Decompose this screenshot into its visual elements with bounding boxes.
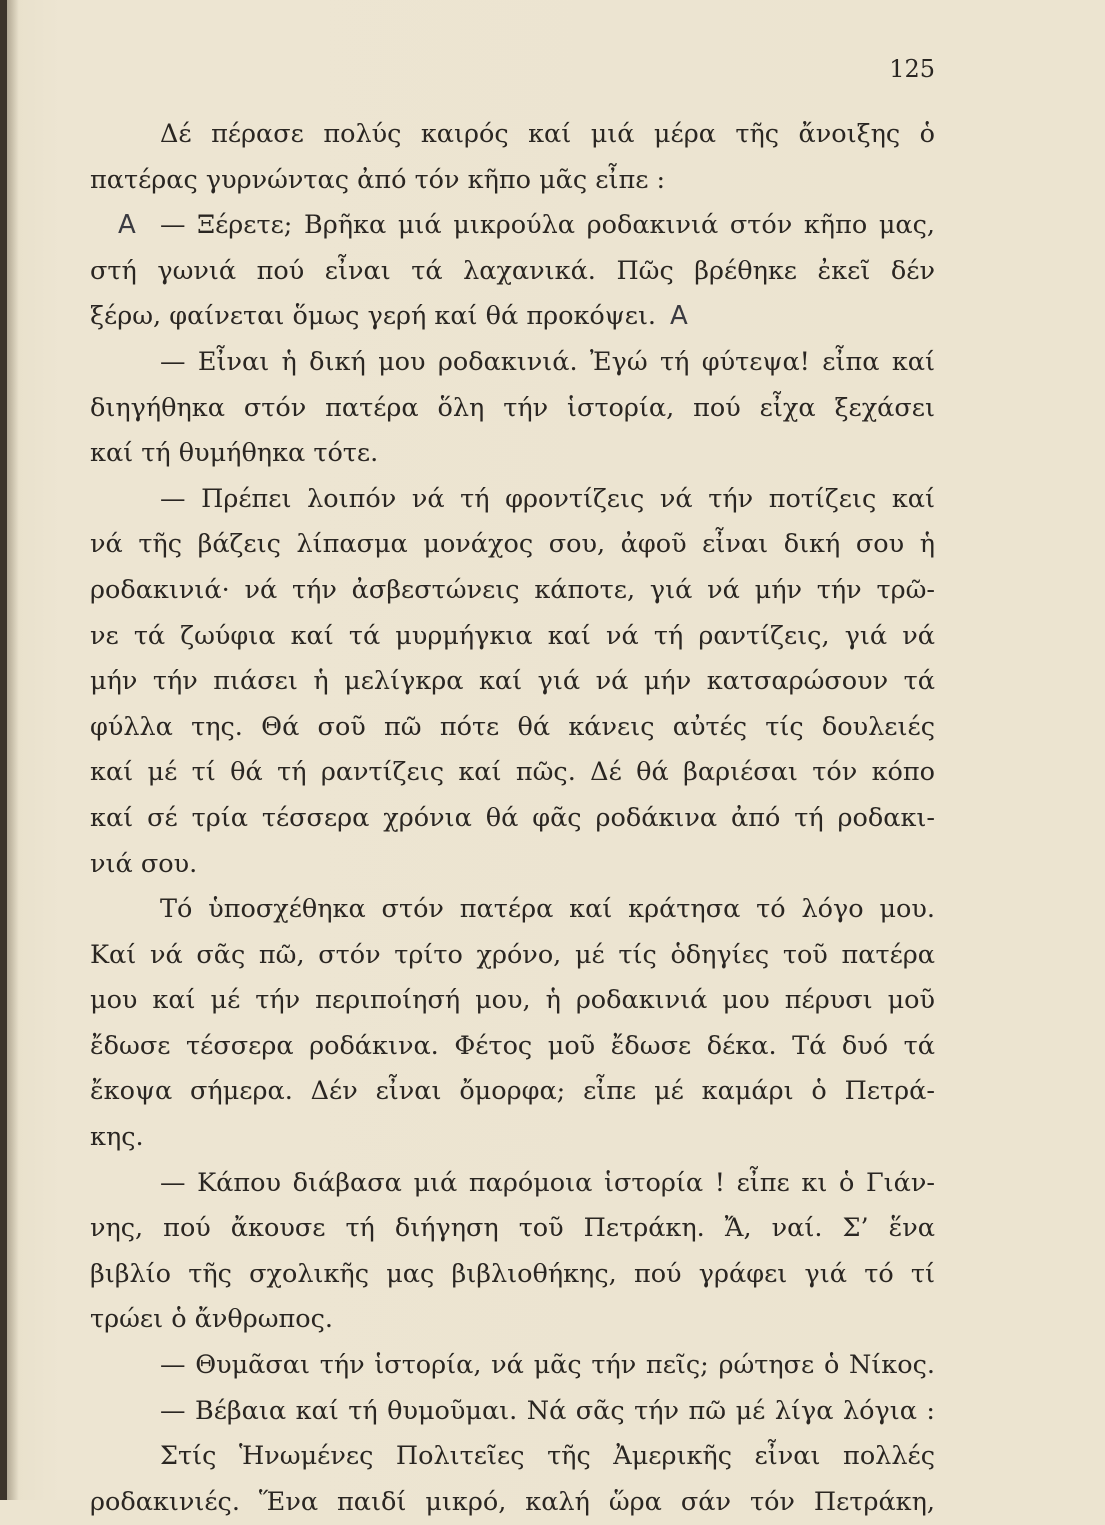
text-line	[90, 933, 935, 979]
text-line	[90, 1343, 935, 1389]
text-line	[90, 1115, 935, 1161]
text-line-content: ροδακινιά· νά τήν ἀσβεστώνεις κάποτε, γιά νά μήν τήν τρῶ-	[90, 574, 935, 605]
text-line-content: ἔκοψα σήμερα. Δέν εἶναι ὄμορφα; εἶπε μέ καμάρι ὁ Πετρά-	[90, 1076, 935, 1107]
text-line	[90, 1206, 935, 1252]
text-line	[90, 796, 935, 842]
text-line-content: νε τά ζωύφια καί τά μυρμήγκια καί νά τή ραντίζεις, γιά νά	[90, 620, 935, 651]
text-line	[90, 1252, 935, 1298]
text-line	[90, 249, 935, 295]
text-line-content: — Κάπου διάβασα μιά παρόμοια ἱστορία ! εἶπε κι ὁ Γιάν-	[160, 1167, 935, 1198]
text-line	[90, 978, 935, 1024]
text-line	[90, 750, 935, 796]
text-line-content: φύλλα της. Θά σοῦ πῶ πότε θά κάνεις αὐτές τίς δουλειές	[90, 711, 935, 742]
text-line	[90, 112, 935, 158]
text-line	[90, 1024, 935, 1070]
body-text	[90, 112, 935, 1525]
text-line-content: βιβλίο τῆς σχολικῆς μας βιβλιοθήκης, πού γράφει γιά τό τί	[90, 1258, 935, 1289]
text-line-content: — Βέβαια καί τή θυμοῦμαι. Νά σᾶς τήν πῶ μέ λίγα λόγια :	[160, 1395, 935, 1426]
text-line	[90, 1389, 935, 1435]
text-line-content: καί μέ τί θά τή ραντίζεις καί πῶς. Δέ θά βαριέσαι τόν κόπο	[90, 757, 935, 788]
handwritten-mark: A	[670, 301, 688, 332]
text-line	[90, 1434, 935, 1480]
text-line-content: πατέρας γυρνώντας ἀπό τόν κῆπο μᾶς εἶπε :	[90, 164, 666, 195]
text-line-content: καί σέ τρία τέσσερα χρόνια θά φᾶς ροδάκινα ἀπό τή ροδακι-	[90, 802, 935, 833]
text-line	[90, 522, 935, 568]
text-line-content: ἔδωσε τέσσερα ροδάκινα. Φέτος μοῦ ἔδωσε δέκα. Τά δυό τά	[90, 1030, 935, 1061]
text-line	[90, 1480, 935, 1525]
text-line-content: — Εἶναι ἡ δική μου ροδακινιά. Ἐγώ τή φύτεψα! εἶπα καί	[160, 346, 935, 377]
text-line-content: — Θυμᾶσαι τήν ἱστορία, νά μᾶς τήν πεῖς; ρώτησε ὁ Νίκος.	[160, 1350, 935, 1381]
text-line-content: Καί νά σᾶς πῶ, στόν τρίτο χρόνο, μέ τίς ὁδηγίες τοῦ πατέρα	[90, 939, 935, 970]
text-line	[90, 1069, 935, 1115]
text-line	[90, 158, 935, 204]
text-line	[90, 203, 935, 249]
text-line-content: στή γωνιά πού εἶναι τά λαχανικά. Πῶς βρέθηκε ἐκεῖ δέν	[90, 255, 935, 286]
text-line-content: διηγήθηκα στόν πατέρα ὅλη τήν ἱστορία, πού εἶχα ξεχάσει	[90, 392, 935, 423]
text-line-content: Στίς Ἡνωμένες Πολιτεῖες τῆς Ἀμερικῆς εἶναι πολλές	[160, 1441, 935, 1472]
page-number: 125	[889, 55, 935, 83]
text-line	[90, 659, 935, 705]
text-line	[90, 477, 935, 523]
text-line	[90, 431, 935, 477]
text-line-content: μου καί μέ τήν περιποίησή μου, ἡ ροδακινιά μου πέρυσι μοῦ	[90, 985, 935, 1016]
text-line	[90, 1297, 935, 1343]
text-line	[90, 386, 935, 432]
text-line-content: καί τή θυμήθηκα τότε.	[90, 438, 379, 469]
text-line	[90, 887, 935, 933]
text-line-content: ροδακινιές. Ἕνα παιδί μικρό, καλή ὥρα σάν τόν Πετράκη,	[90, 1486, 935, 1517]
text-line-content: μήν τήν πιάσει ἡ μελίγκρα καί γιά νά μήν κατσαρώσουν τά	[90, 666, 935, 697]
handwritten-mark: A	[118, 210, 136, 241]
text-line	[90, 568, 935, 614]
text-line	[90, 705, 935, 751]
binding-shadow	[7, 0, 19, 1500]
text-line-content: — Πρέπει λοιπόν νά τή φροντίζεις νά τήν ποτίζεις καί	[160, 483, 935, 514]
text-line	[90, 842, 935, 888]
text-line	[90, 294, 935, 340]
text-line-content: νά τῆς βάζεις λίπασμα μονάχος σου, ἀφοῦ εἶναι δική σου ἡ	[90, 529, 935, 560]
text-line-content: Δέ πέρασε πολύς καιρός καί μιά μέρα τῆς ἄνοιξης ὁ	[160, 119, 935, 149]
text-line-content: ξέρω, φαίνεται ὅμως γερή καί θά προκόψει.	[90, 301, 657, 332]
text-line	[90, 1161, 935, 1207]
text-line-content: τρώει ὁ ἄνθρωπος.	[90, 1304, 334, 1335]
text-line	[90, 340, 935, 386]
binding-edge	[0, 0, 7, 1500]
text-line-content: νης, πού ἄκουσε τή διήγηση τοῦ Πετράκη. Ἄ, ναί. Σ’ ἕνα	[90, 1213, 935, 1244]
text-line-content: κης.	[90, 1122, 144, 1153]
text-line	[90, 614, 935, 660]
text-line-content: — Ξέρετε; Βρῆκα μιά μικρούλα ροδακινιά στόν κῆπο μας,	[160, 210, 935, 241]
text-line-content: Τό ὑποσχέθηκα στόν πατέρα καί κράτησα τό λόγο μου.	[160, 894, 935, 925]
text-line-content: νιά σου.	[90, 848, 198, 879]
